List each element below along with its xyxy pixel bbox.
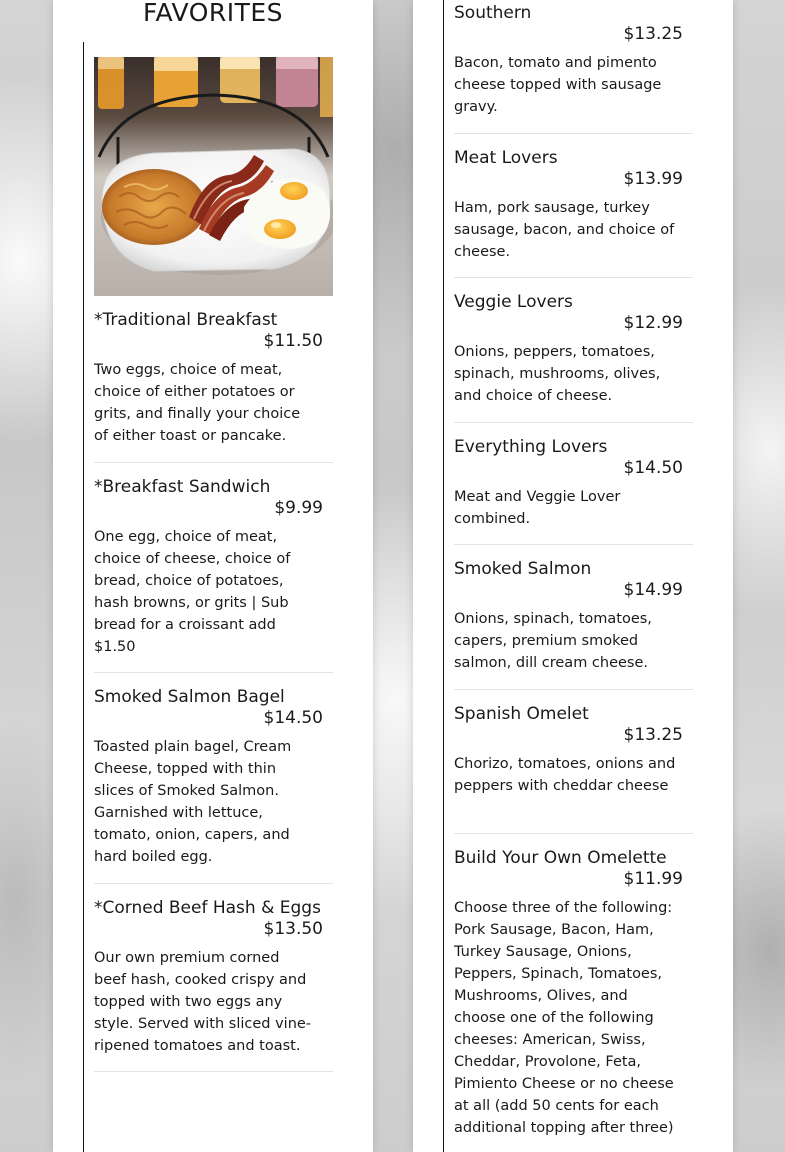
section-title: FAVORITES	[142, 0, 284, 27]
item-divider	[454, 422, 693, 423]
item-description: Toasted plain bagel, Cream Cheese, topped with thin slices of Smoked Salmon. Garnished with lettuce, tomato, onion, capers, and hard boiled egg.	[94, 739, 292, 865]
item-divider	[454, 133, 693, 134]
breakfast-plate-photo	[94, 57, 333, 296]
item-divider	[454, 833, 693, 834]
item-name: Smoked Salmon Bagel	[94, 687, 285, 707]
menu-item-traditional-breakfast	[94, 309, 333, 447]
item-description: Chorizo, tomatoes, onions and peppers with cheddar cheese	[454, 756, 676, 794]
item-name: *Corned Beef Hash & Eggs	[94, 898, 321, 918]
column-rule-right	[443, 0, 444, 1152]
item-divider	[94, 883, 333, 884]
menu-item-everything-lovers	[454, 436, 693, 530]
item-description: Meat and Veggie Lover combined.	[454, 489, 621, 527]
item-price: $14.50	[623, 458, 683, 478]
menu-item-corned-beef-hash	[94, 897, 333, 1057]
item-description: Choose three of the following: Pork Sausage, Bacon, Ham, Turkey Sausage, Onions, Peppers, Spinach, Tomatoes, Mushrooms, Olives, and choose one of the following cheeses: American, Swiss, Cheddar, Provolone, Feta, Pimiento Cheese or no cheese at all (add 50 cents for each additional topping after three)	[454, 900, 674, 1136]
item-name: Smoked Salmon	[454, 559, 592, 579]
item-price: $13.25	[623, 24, 683, 44]
item-description: Ham, pork sausage, turkey sausage, bacon, and choice of cheese.	[454, 200, 675, 260]
item-divider	[454, 544, 693, 545]
item-divider	[94, 462, 333, 463]
item-price: $13.25	[623, 725, 683, 745]
item-divider	[94, 672, 333, 673]
item-name: *Traditional Breakfast	[94, 310, 278, 330]
item-name: Southern	[454, 3, 532, 23]
item-name: Build Your Own Omelette	[454, 848, 667, 868]
item-name: *Breakfast Sandwich	[94, 477, 271, 497]
item-divider	[454, 277, 693, 278]
item-description: Our own premium corned beef hash, cooked crispy and topped with two eggs any style. Served with sliced vine-ripened tomatoes and toast.	[94, 950, 312, 1054]
item-price: $14.99	[623, 580, 683, 600]
item-name: Veggie Lovers	[454, 292, 573, 312]
item-price: $13.50	[263, 919, 323, 939]
item-description: One egg, choice of meat, choice of cheese, choice of bread, choice of potatoes, hash browns, or grits | Sub bread for a croissant add $1.50	[94, 529, 291, 655]
column-rule-left	[83, 42, 84, 1152]
item-description: Two eggs, choice of meat, choice of either potatoes or grits, and finally your choice of either toast or pancake.	[94, 362, 301, 444]
menu-item-spanish-omelet	[454, 703, 693, 797]
menu-item-veggie-lovers	[454, 291, 693, 407]
item-price: $9.99	[274, 498, 323, 518]
menu-item-meat-lovers	[454, 147, 693, 263]
item-name: Everything Lovers	[454, 437, 608, 457]
menu-item-breakfast-sandwich	[94, 476, 333, 658]
item-name: Meat Lovers	[454, 148, 558, 168]
item-price: $14.50	[263, 708, 323, 728]
menu-item-smoked-salmon-bagel	[94, 686, 333, 868]
menu-item-build-your-own-omelette	[454, 847, 693, 1139]
menu-item-smoked-salmon	[454, 558, 693, 674]
item-divider	[94, 1071, 333, 1072]
item-description: Bacon, tomato and pimento cheese topped with sausage gravy.	[454, 55, 662, 115]
item-price: $11.50	[263, 331, 323, 351]
item-divider	[454, 689, 693, 690]
item-price: $13.99	[623, 169, 683, 189]
item-name: Spanish Omelet	[454, 704, 589, 724]
item-description: Onions, peppers, tomatoes, spinach, mushrooms, olives, and choice of cheese.	[454, 344, 661, 404]
item-price: $11.99	[623, 869, 683, 889]
menu-item-southern	[454, 2, 693, 118]
item-description: Onions, spinach, tomatoes, capers, premium smoked salmon, dill cream cheese.	[454, 611, 652, 671]
item-price: $12.99	[623, 313, 683, 333]
